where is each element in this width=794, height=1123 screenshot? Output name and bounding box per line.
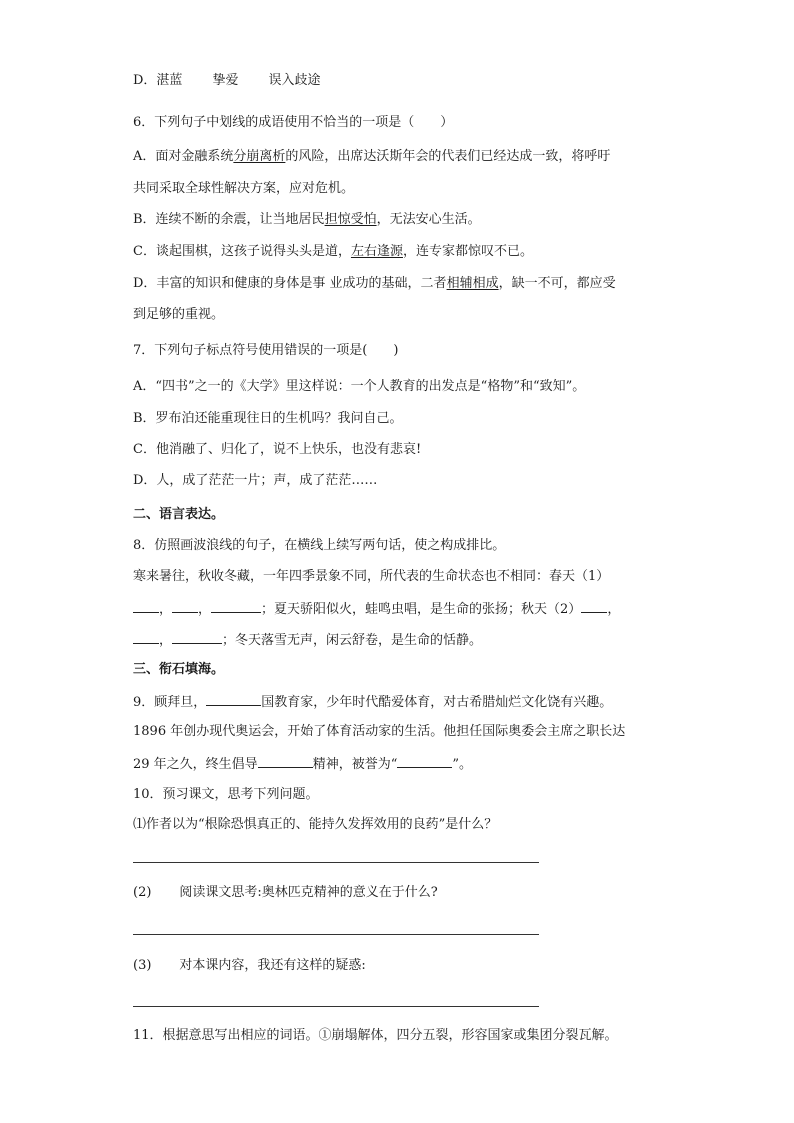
- q10-sub-2: (2) 阅读课文思考:奥林匹克精神的意义在于什么?: [133, 885, 438, 900]
- q9-line-1: 9．顾拜旦， 国教育家，少年时代酷爱体育，对古希腊灿烂文化饶有兴趣。: [133, 692, 612, 712]
- q9-line-3: 29 年之久，终生倡导 精神，被誉为“ ”。: [133, 754, 472, 774]
- answer-line[interactable]: [133, 934, 539, 935]
- underlined-idiom: 分崩离析: [233, 149, 286, 164]
- q10-sub-3: (3) 对本课内容，我还有这样的疑惑:: [133, 958, 366, 973]
- question-7-stem: 7．下列句子标点符号使用错误的一项是( ): [133, 343, 399, 358]
- question-11: 11．根据意思写出相应的词语。①崩塌解体，四分五裂，形容国家或集团分裂瓦解。: [133, 1028, 618, 1043]
- answer-blank[interactable]: [172, 630, 222, 644]
- q8-line-2: ， ， ；夏天骄阳似火，蛙鸣虫唱，是生命的张扬；秋天（2） ，: [133, 599, 620, 619]
- q8-line-1: 寒来暑往，秋收冬藏，一年四季景象不同，所代表的生命状态也不相同：春天（1）: [133, 569, 610, 584]
- question-10-stem: 10．预习课文，思考下列问题。: [133, 787, 319, 802]
- underlined-idiom: 相辅相成: [446, 276, 499, 291]
- q6-option-a-line2: 共同采取全球性解决方案，应对危机。: [133, 181, 355, 196]
- q6-option-c: C．谈起围棋，这孩子说得头头是道，左右逢源，连专家都惊叹不已。: [133, 244, 533, 259]
- answer-blank[interactable]: [581, 599, 607, 613]
- q6-option-d-line2: 到足够的重视。: [133, 307, 225, 322]
- q7-option-a: A．“四书”之一的《大学》里这样说：一个人教育的出发点是“格物”和“致知”。: [133, 379, 586, 394]
- section-2-title: 二、语言表达。: [133, 507, 225, 522]
- q10-sub-1: ⑴作者以为“根除恐惧真正的、能持久发挥效用的良药”是什么？: [133, 817, 498, 832]
- q5-option-d: D．湛蓝 挚爱 误入歧途: [133, 73, 321, 88]
- q9-line-2: 1896 年创办现代奥运会，开始了体育活动家的生活。他担任国际奥委会主席之职长达: [133, 724, 626, 739]
- answer-line[interactable]: [133, 1006, 539, 1007]
- answer-blank[interactable]: [133, 599, 159, 613]
- q7-option-b: B．罗布泊还能重现往日的生机吗？我问自己。: [133, 411, 403, 426]
- answer-blank[interactable]: [133, 630, 159, 644]
- question-8-stem: 8．仿照画波浪线的句子，在横线上续写两句话，使之构成排比。: [133, 538, 506, 553]
- q6-option-a: A．面对金融系统分崩离析的风险，出席达沃斯年会的代表们已经达成一致，将呼吁: [133, 149, 611, 164]
- section-3-title: 三、衔石填海。: [133, 662, 225, 677]
- q8-line-3: ， ；冬天落雪无声，闲云舒卷，是生命的恬静。: [133, 630, 482, 650]
- answer-line[interactable]: [133, 862, 539, 863]
- q7-option-d: D．人，成了茫茫一片；声，成了茫茫……: [133, 473, 378, 488]
- answer-blank[interactable]: [258, 754, 313, 768]
- question-6-stem: 6．下列句子中划线的成语使用不恰当的一项是（ ）: [133, 115, 454, 130]
- answer-blank[interactable]: [206, 692, 261, 706]
- underlined-idiom: 担惊受怕: [324, 212, 377, 227]
- q6-option-d: D．丰富的知识和健康的身体是事 业成功的基础，二者相辅相成，缺一不可，都应受: [133, 276, 616, 291]
- underlined-idiom: 左右逢源: [350, 244, 403, 259]
- q6-option-b: B．连续不断的余震，让当地居民担惊受怕，无法安心生活。: [133, 212, 481, 227]
- answer-blank[interactable]: [397, 754, 452, 768]
- q7-option-c: C．他消融了、归化了，说不上快乐，也没有悲哀!: [133, 442, 422, 457]
- answer-blank[interactable]: [211, 599, 261, 613]
- answer-blank[interactable]: [172, 599, 198, 613]
